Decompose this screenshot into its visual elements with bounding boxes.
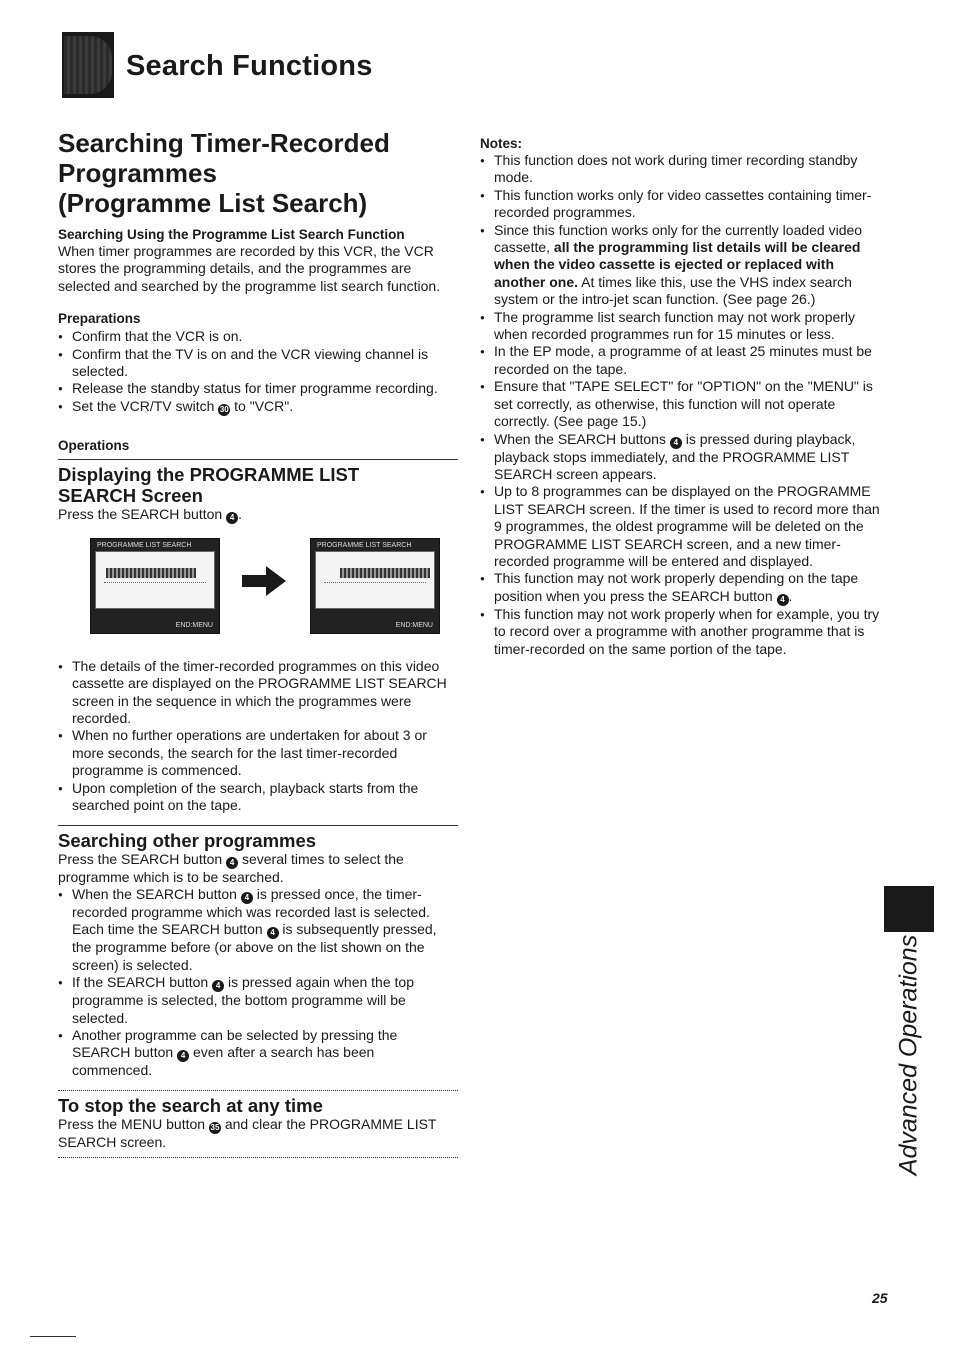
- screen-dotted-line: [324, 582, 426, 583]
- screen-footer: END:MENU: [395, 621, 433, 629]
- button-number-icon: 4: [226, 512, 238, 524]
- note-item: ● The programme list search function may not work properly when recorded programmes run for 15 minutes or less.: [480, 309, 880, 344]
- notes-heading: Notes:: [480, 136, 523, 151]
- tv-screen-before: [90, 538, 220, 634]
- prep-text: to "VCR".: [230, 397, 294, 414]
- other-bullet: [58, 1027, 458, 1080]
- page-number: 25: [872, 1290, 888, 1306]
- prep-text: Set the VCR/TV switch: [72, 397, 219, 414]
- instruction-text: several times to select the programme which is to be searched.: [58, 850, 404, 885]
- page-header-title: Search Functions: [126, 50, 373, 82]
- display-bullet: ● The details of the timer-recorded programmes on this video cassette are displayed on the PROGRAMME LIST SEARCH screen in the sequence in which the programmes were recorded.: [58, 658, 458, 728]
- operations-heading: Operations: [58, 437, 130, 453]
- main-title-line-2: Programmes: [58, 158, 217, 188]
- preparation-item: [58, 398, 458, 416]
- button-number-icon: 4: [267, 927, 279, 939]
- divider: [58, 1090, 458, 1091]
- bullet-text: even after a search has been commenced.: [72, 1044, 375, 1079]
- screen-list-area: [315, 551, 435, 609]
- bullet-text: is pressed once, the timer-recorded programme which was recorded last is selected. Each time the SEARCH button: [72, 885, 430, 938]
- section-tab-marker: [884, 886, 934, 932]
- screen-highlight-row: [340, 568, 430, 578]
- other-bullet: [58, 886, 458, 974]
- screen-illustration: [58, 534, 458, 650]
- heading-line: SEARCH Screen: [58, 484, 203, 506]
- right-arrow-icon: [242, 566, 286, 596]
- screen-list-area: [95, 551, 215, 609]
- heading-line: Displaying the PROGRAMME LIST: [58, 463, 360, 485]
- note-text: is pressed during playback, playback stops immediately, and the PROGRAMME LIST SEARCH screen appears.: [494, 430, 856, 482]
- note-item: ● This function may not work properly when for example, you try to record over a programme with another programme that is timer-recorded on the same portion of the tape.: [480, 606, 880, 658]
- other-bullets: [58, 886, 458, 1080]
- tv-screen-after: [310, 538, 440, 634]
- button-number-icon: 4: [226, 857, 238, 869]
- screen-footer: END:MENU: [175, 621, 213, 629]
- left-column: [58, 128, 458, 1162]
- button-number-icon: 4: [177, 1050, 189, 1062]
- note-item: ● In the EP mode, a programme of at least 25 minutes must be recorded on the tape.: [480, 343, 880, 378]
- divider: [58, 459, 458, 460]
- screen-title-bar: PROGRAMME LIST SEARCH: [97, 541, 192, 549]
- preparation-item: ● Confirm that the VCR is on.: [58, 328, 458, 345]
- other-intro: [58, 851, 458, 886]
- other-bullet: [58, 974, 458, 1027]
- instruction-text: .: [238, 505, 242, 522]
- bullet-text: Another programme can be selected by pressing the SEARCH button: [72, 1026, 398, 1061]
- note-emphasis: all the programming list details will be cleared when the video cassette is ejected or replaced with another one.: [494, 239, 861, 290]
- button-number-icon: 4: [241, 892, 253, 904]
- preparation-item: ● Release the standby status for timer programme recording.: [58, 380, 458, 397]
- note-text: When the SEARCH buttons: [494, 430, 670, 447]
- note-text: .: [788, 587, 793, 604]
- button-number-icon: 4: [777, 594, 789, 606]
- notes-list: [480, 152, 880, 658]
- preparations-list: [58, 328, 458, 416]
- other-section-heading: Searching other programmes: [58, 829, 317, 851]
- screen-highlight-row: [106, 568, 196, 578]
- instruction-text: and clear the PROGRAMME LIST SEARCH screen.: [58, 1115, 437, 1150]
- right-column: [480, 135, 880, 658]
- note-text: At times like this, use the VHS index search system or the intro-jet scan function. (See page 26.): [494, 273, 852, 308]
- note-item: ● This function works only for video cassettes containing timer-recorded programmes.: [480, 187, 880, 222]
- instruction-text: Press the SEARCH button: [58, 850, 227, 867]
- section-marker-block: [62, 32, 114, 98]
- instruction-text: Press the SEARCH button: [58, 505, 227, 522]
- button-number-icon: 30: [219, 404, 229, 414]
- note-item: ● Ensure that "TAPE SELECT" for "OPTION" on the "MENU" is set correctly, as otherwise, this function will not operate correctly. (See page 15.): [480, 378, 880, 430]
- screen-title-bar: PROGRAMME LIST SEARCH: [317, 541, 412, 549]
- main-title-line-1: Searching Timer-Recorded: [58, 128, 390, 158]
- stop-section-heading: To stop the search at any time: [58, 1094, 323, 1116]
- press-search-instruction: [58, 506, 458, 524]
- note-item: ● This function does not work during timer recording standby mode.: [480, 152, 880, 187]
- footer-rule: [30, 1336, 76, 1337]
- preparation-item: ● Confirm that the TV is on and the VCR viewing channel is selected.: [58, 346, 458, 381]
- bullet-text: is pressed again when the top programme is selected, the bottom programme will be selected.: [72, 974, 414, 1026]
- side-label-text: Advanced Operations: [894, 934, 923, 1176]
- bullet-text: If the SEARCH button: [72, 974, 213, 991]
- note-item: ● Up to 8 programmes can be displayed on the PROGRAMME LIST SEARCH screen. If the timer is used to record more than 9 programmes, the oldest programme will be deleted on the PROGRAMME LIST SEARCH screen, and a new timer-recorded programme will be entered and displayed.: [480, 483, 880, 570]
- divider: [58, 825, 458, 826]
- note-item: [480, 222, 880, 309]
- display-bullet: ● When no further operations are undertaken for about 3 or more seconds, the search for the last timer-recorded programme is commenced.: [58, 727, 458, 779]
- button-number-icon: 35: [210, 1122, 220, 1132]
- note-item: [480, 570, 880, 605]
- display-bullet: ● Upon completion of the search, playback starts from the searched point on the tape.: [58, 780, 458, 815]
- button-number-icon: 4: [670, 437, 682, 449]
- using-heading: Searching Using the Programme List Search Function: [58, 227, 405, 242]
- divider: [58, 1157, 458, 1158]
- side-section-label: [886, 930, 932, 1180]
- main-title: [58, 128, 458, 218]
- stop-instruction: [58, 1116, 458, 1151]
- preparations-heading: Preparations: [58, 311, 141, 327]
- note-text: This function may not work properly depending on the tape position when you press the SEARCH button: [494, 570, 859, 604]
- main-title-line-3: (Programme List Search): [58, 188, 368, 218]
- intro-paragraph: When timer programmes are recorded by this VCR, the VCR stores the programming details, and the programmes are selected and searched by the programme list search function.: [58, 243, 441, 294]
- display-section-heading: [58, 464, 458, 506]
- note-text: Since this function works only for the currently loaded video cassette,: [494, 221, 863, 256]
- note-item: [480, 431, 880, 484]
- bullet-text: When the SEARCH button: [72, 885, 241, 902]
- bullet-text: is subsequently pressed, the programme before (or above on the list shown on the screen) is selected.: [72, 921, 437, 973]
- button-number-icon: 4: [212, 980, 224, 992]
- display-bullets: [58, 658, 458, 815]
- screen-dotted-line: [104, 582, 206, 583]
- instruction-text: Press the MENU button: [58, 1115, 209, 1132]
